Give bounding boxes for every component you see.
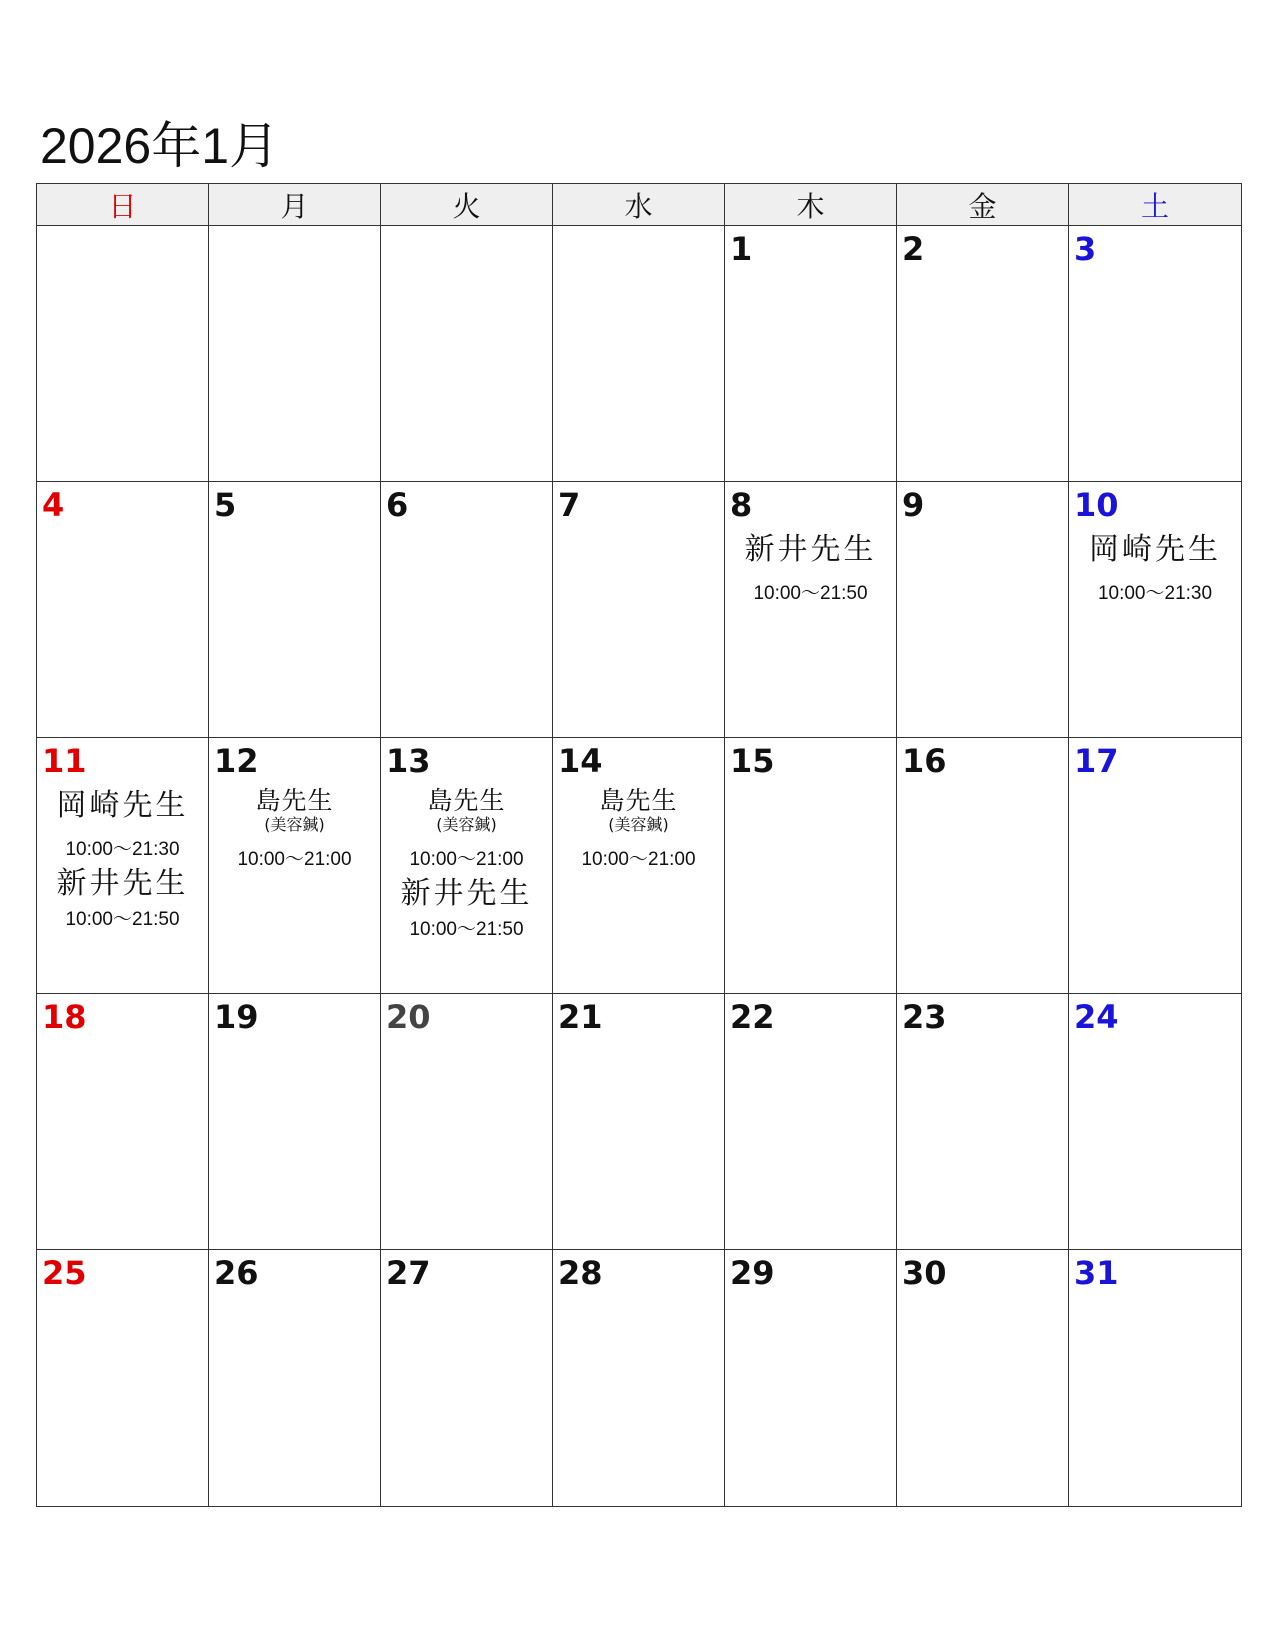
day-cell xyxy=(897,226,1069,482)
time-range: 10:00〜21:50 xyxy=(753,583,868,604)
day-number: 27 xyxy=(386,1254,431,1292)
day-number: 2 xyxy=(902,230,925,268)
day-number: 24 xyxy=(1074,998,1119,1036)
weekday-header: 日 xyxy=(37,184,209,226)
day-cell xyxy=(897,994,1069,1250)
day-cell xyxy=(1069,738,1241,994)
day-cell xyxy=(381,226,553,482)
time-range: 10:00〜21:50 xyxy=(65,909,180,930)
calendar-title: 2026年1月 xyxy=(40,118,280,174)
day-number: 13 xyxy=(386,742,431,780)
day-cell xyxy=(725,994,897,1250)
day-cell xyxy=(209,994,381,1250)
teacher-name: 島先生 xyxy=(427,786,506,815)
day-cell xyxy=(553,482,725,738)
month-calendar-grid xyxy=(36,183,1242,1507)
schedule-entry xyxy=(745,530,877,606)
teacher-name: 島先生 xyxy=(255,786,334,815)
day-number: 19 xyxy=(214,998,259,1036)
schedule-entry xyxy=(1089,530,1221,606)
day-cell xyxy=(209,226,381,482)
day-number: 8 xyxy=(730,486,753,524)
day-cell xyxy=(381,482,553,738)
time-range: 10:00〜21:00 xyxy=(237,849,352,870)
day-cell xyxy=(1069,226,1241,482)
day-number: 4 xyxy=(42,486,65,524)
day-cell xyxy=(381,1250,553,1506)
schedule-entry xyxy=(237,786,351,872)
day-cell xyxy=(1069,482,1241,738)
day-number: 3 xyxy=(1074,230,1097,268)
teacher-name: 岡崎先生 xyxy=(1089,532,1221,567)
time-range: 10:00〜21:00 xyxy=(581,849,696,870)
weekday-header: 木 xyxy=(725,184,897,226)
teacher-name: 島先生 xyxy=(599,786,678,815)
day-cell xyxy=(381,738,553,994)
weekday-header: 月 xyxy=(209,184,381,226)
day-cell xyxy=(725,226,897,482)
event-list xyxy=(553,786,724,872)
day-cell xyxy=(897,482,1069,738)
day-cell xyxy=(209,738,381,994)
schedule-entry xyxy=(401,872,533,942)
teacher-name: 新井先生 xyxy=(56,866,189,901)
day-cell xyxy=(1069,994,1241,1250)
day-number: 5 xyxy=(214,486,237,524)
time-range: 10:00〜21:30 xyxy=(1097,583,1213,604)
event-list xyxy=(37,786,208,932)
day-cell xyxy=(725,738,897,994)
day-number: 12 xyxy=(214,742,259,780)
schedule-entry xyxy=(57,862,189,932)
day-cell xyxy=(37,738,209,994)
day-number: 22 xyxy=(730,998,775,1036)
day-cell xyxy=(381,994,553,1250)
day-number: 28 xyxy=(558,1254,603,1292)
schedule-entry xyxy=(57,786,189,862)
event-list xyxy=(381,786,552,942)
schedule-entry xyxy=(409,786,523,872)
event-list xyxy=(209,786,380,872)
day-number: 17 xyxy=(1074,742,1119,780)
day-number: 7 xyxy=(558,486,581,524)
day-cell xyxy=(37,226,209,482)
time-range: 10:00〜21:00 xyxy=(409,849,524,870)
day-number: 16 xyxy=(902,742,947,780)
teacher-name: 新井先生 xyxy=(744,532,877,567)
weekday-header: 火 xyxy=(381,184,553,226)
day-cell xyxy=(1069,1250,1241,1506)
treatment-note: (美容鍼) xyxy=(264,815,325,834)
day-number: 11 xyxy=(42,742,87,780)
day-cell xyxy=(37,994,209,1250)
weekday-header: 土 xyxy=(1069,184,1241,226)
treatment-note: (美容鍼) xyxy=(608,815,669,834)
time-range: 10:00〜21:30 xyxy=(65,839,180,860)
day-cell xyxy=(897,1250,1069,1506)
day-number: 30 xyxy=(902,1254,947,1292)
day-number: 10 xyxy=(1074,486,1119,524)
day-number: 18 xyxy=(42,998,87,1036)
day-number: 25 xyxy=(42,1254,87,1292)
day-cell xyxy=(725,482,897,738)
day-cell xyxy=(897,738,1069,994)
day-number: 6 xyxy=(386,486,409,524)
schedule-entry xyxy=(581,786,695,872)
day-number: 14 xyxy=(558,742,603,780)
day-cell xyxy=(725,1250,897,1506)
day-cell xyxy=(553,738,725,994)
treatment-note: (美容鍼) xyxy=(436,815,497,834)
weekday-header: 水 xyxy=(553,184,725,226)
day-number: 31 xyxy=(1074,1254,1119,1292)
day-number: 1 xyxy=(730,230,753,268)
teacher-name: 新井先生 xyxy=(400,876,533,911)
day-number: 29 xyxy=(730,1254,775,1292)
day-cell xyxy=(37,1250,209,1506)
day-cell xyxy=(209,482,381,738)
time-range: 10:00〜21:50 xyxy=(409,919,524,940)
day-cell xyxy=(37,482,209,738)
day-cell xyxy=(553,1250,725,1506)
day-number: 20 xyxy=(386,998,431,1036)
day-number: 15 xyxy=(730,742,775,780)
day-number: 9 xyxy=(902,486,925,524)
day-number: 26 xyxy=(214,1254,259,1292)
day-cell xyxy=(209,1250,381,1506)
day-cell xyxy=(553,226,725,482)
teacher-name: 岡崎先生 xyxy=(56,788,189,823)
event-list xyxy=(725,530,896,606)
event-list xyxy=(1069,530,1241,606)
day-cell xyxy=(553,994,725,1250)
day-number: 23 xyxy=(902,998,947,1036)
weekday-header: 金 xyxy=(897,184,1069,226)
day-number: 21 xyxy=(558,998,603,1036)
